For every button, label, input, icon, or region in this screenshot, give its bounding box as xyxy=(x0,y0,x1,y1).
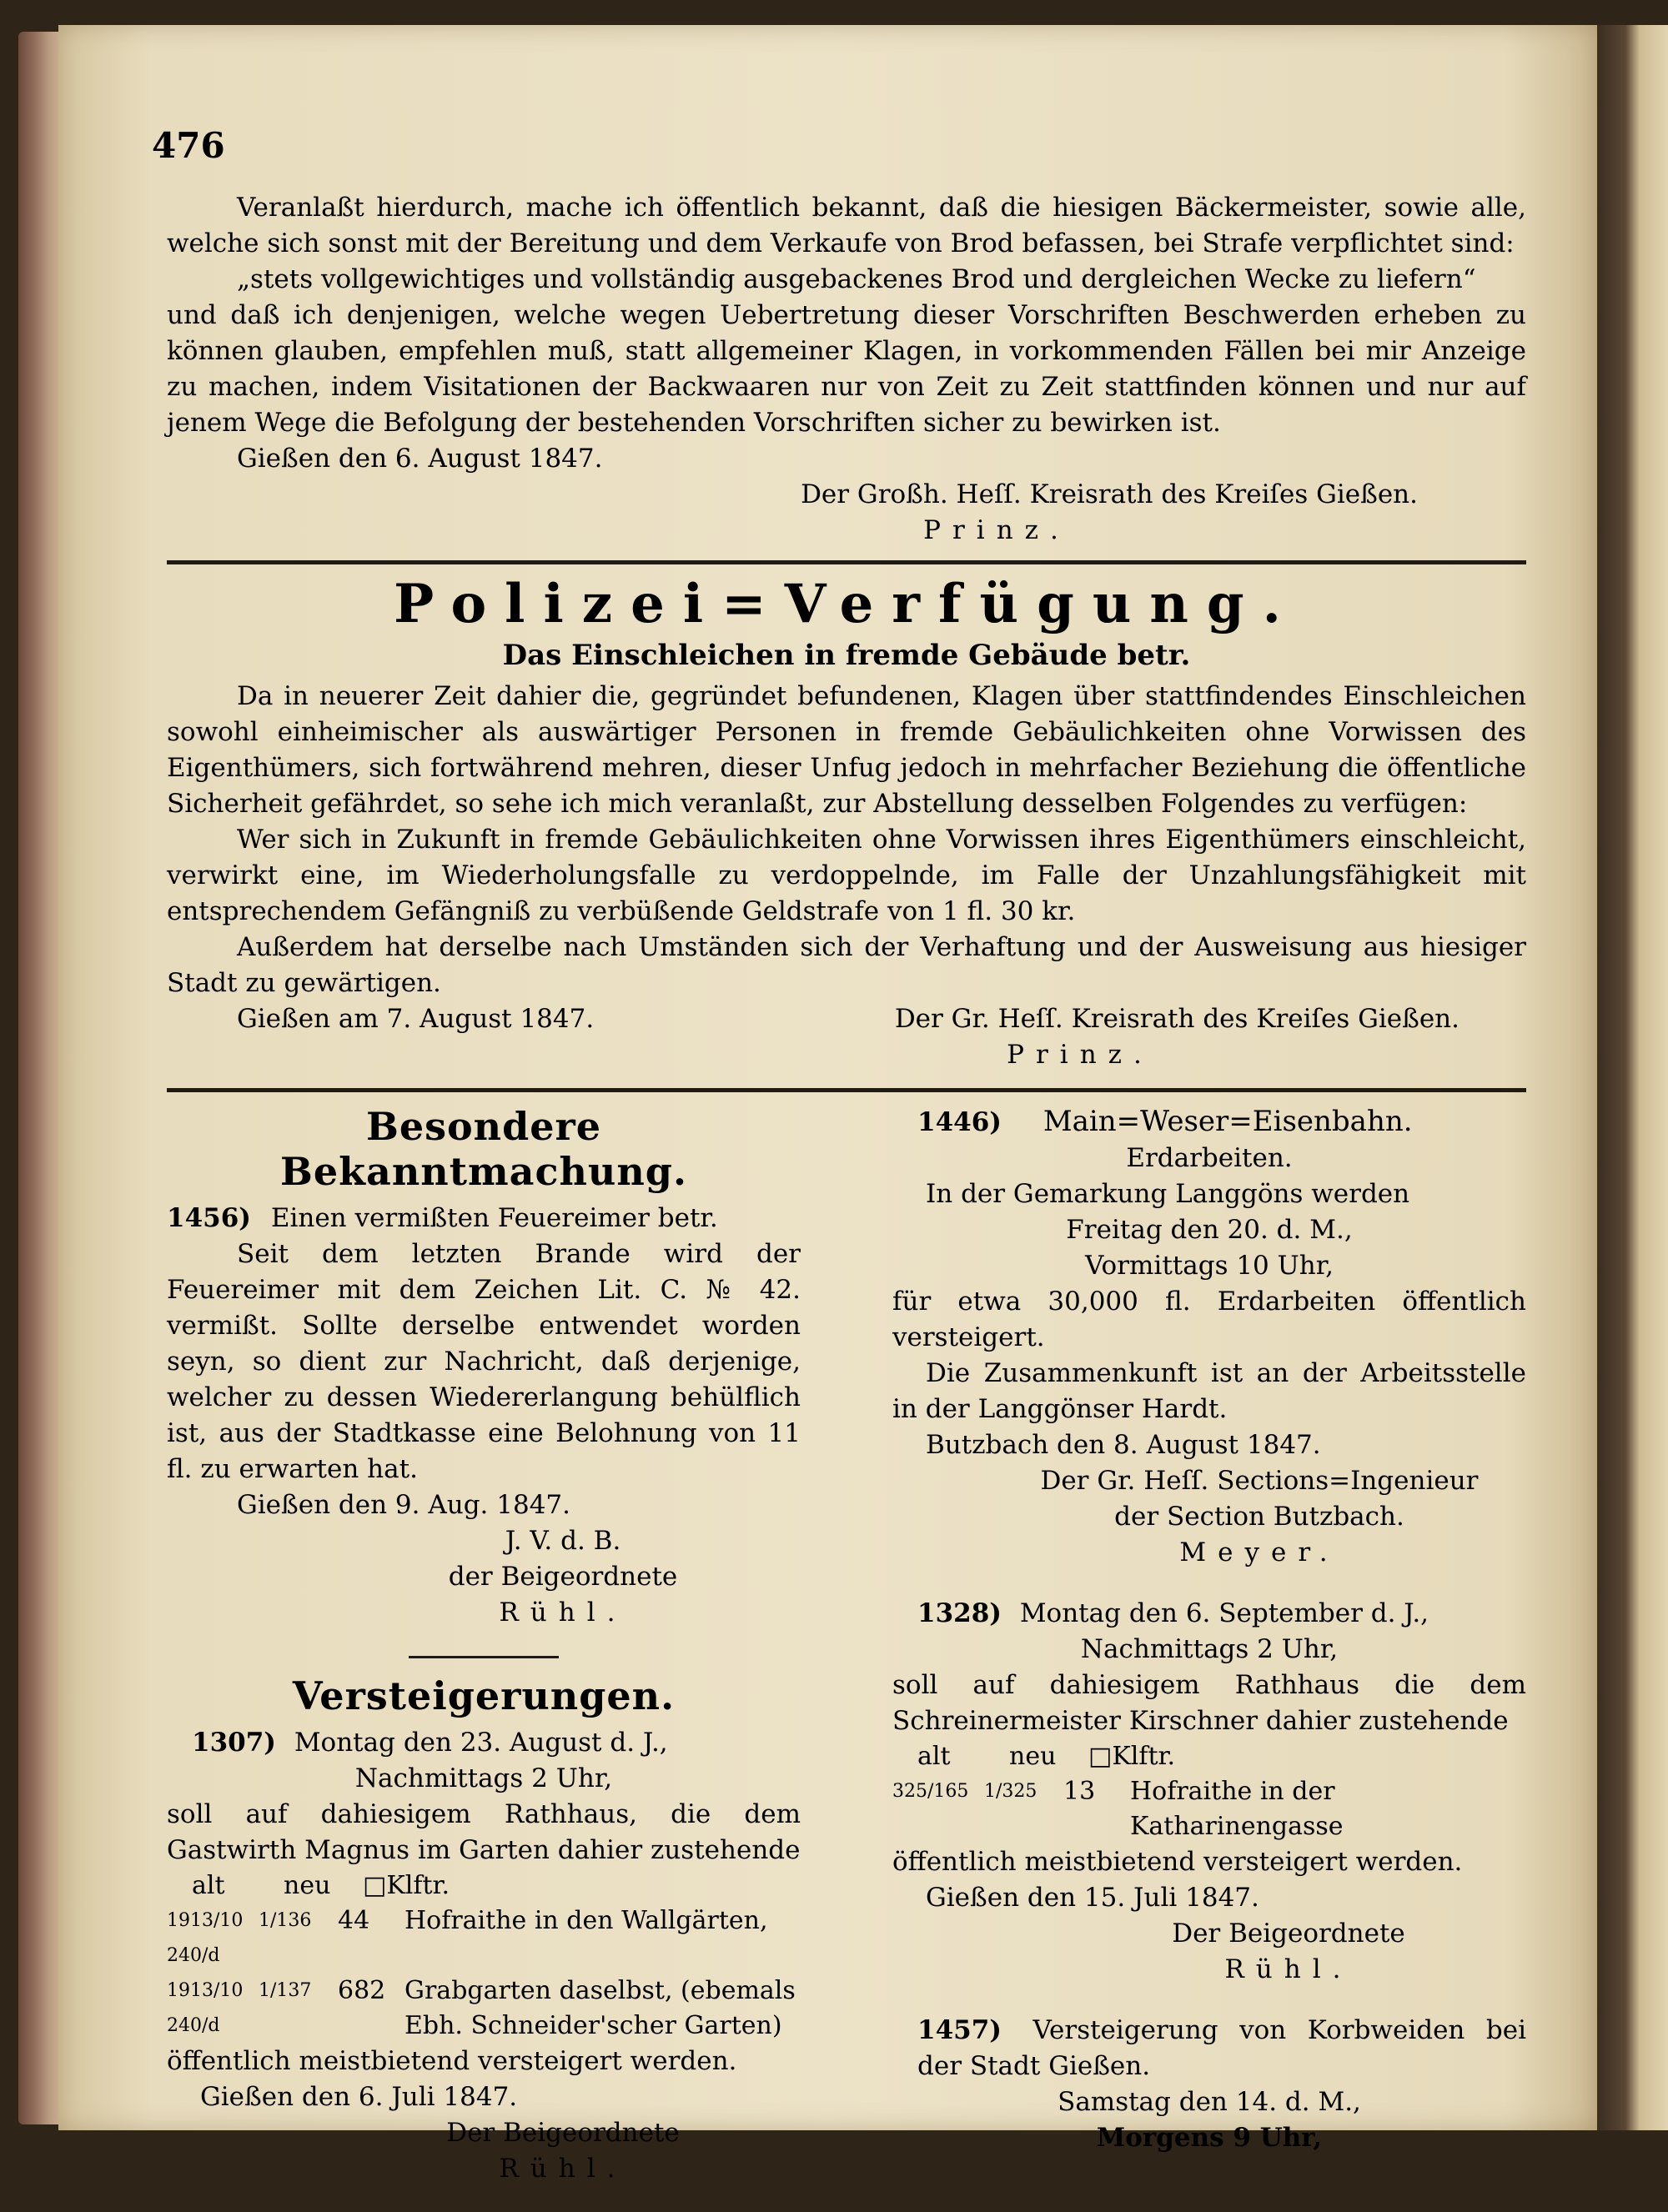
item-date-line: Montag den 6. September d. J., xyxy=(1019,1598,1429,1628)
col-klftr: □Klftr. xyxy=(1088,1742,1176,1771)
item-1446-sig3: Meyer. xyxy=(1179,1537,1339,1567)
notice2-paragraph-2: Wer sich in Zukunft in fremde Gebäulichkeiten ohne Vorwissen ihres Eigenthümers einschleicht, verwirkt eine, im Wiederholungsfalle zu verdoppelnde, im Falle der Unzahlungsfähigkeit mit entsprechendem Gefängniß zu verbüßende Geldstrafe von 1 fl. 30 kr. xyxy=(167,825,1526,926)
cell-desc: Hofraithe in der Katharinengasse xyxy=(1130,1777,1344,1841)
item-1456-sig2: der Beigeordnete xyxy=(448,1562,678,1592)
item-1328-line2: Nachmittags 2 Uhr, xyxy=(1080,1634,1339,1664)
item-1307-line1 xyxy=(167,1725,801,1761)
item-1456-sig1: J. V. d. B. xyxy=(505,1526,621,1556)
item-number: 1328) xyxy=(917,1598,1002,1628)
item-1307-line2: Nachmittags 2 Uhr, xyxy=(354,1763,613,1793)
notice1-quote: „stets vollgewichtiges und vollständig ausgebackenes Brod und dergleichen Wecke zu liefern“ xyxy=(237,264,1476,294)
item-1456-date: Gießen den 9. Aug. 1847. xyxy=(237,1490,570,1520)
item-1446-text1: für etwa 30,000 fl. Erdarbeiten öffentlich versteigert. xyxy=(892,1287,1526,1352)
divider-rule xyxy=(167,1088,1526,1092)
item-1446-date: Butzbach den 8. August 1847. xyxy=(926,1430,1321,1460)
cell-alt: 1913/10 240/d xyxy=(167,1910,244,1966)
auction-1307 xyxy=(167,1725,801,2187)
right-column xyxy=(892,1104,1526,2212)
col-neu: neu xyxy=(284,1871,331,1900)
item-1328-text: soll auf dahiesigem Rathhaus die dem Schreinermeister Kirschner dahier zustehende xyxy=(892,1670,1526,1736)
cell-klftr: 44 xyxy=(338,1906,370,1935)
notice1-signature: Prinz. xyxy=(923,515,1070,545)
section-title-special: Besondere Bekanntmachung. xyxy=(280,1104,687,1194)
table-row xyxy=(167,1904,801,1974)
item-1446-heading xyxy=(892,1104,1526,1141)
notice2-date: Gießen am 7. August 1847. xyxy=(237,1004,595,1034)
notice1-date: Gießen den 6. August 1847. xyxy=(237,444,603,474)
cell-neu: 1/325 xyxy=(984,1781,1037,1802)
item-1307-sig1: Der Beigeordnete xyxy=(446,2118,680,2148)
item-1456-text: Seit dem letzten Brande wird der Feuereimer mit dem Zeichen Lit. C. № 42. vermißt. Sollte derselbe entwendet worden seyn, so dient zur Nachricht, daß derjenige, welcher zu dessen Wiedererlangung behülflich ist, aus der Stadtkasse eine Belohnung von 11 fl. zu erwarten hat. xyxy=(167,1239,801,1484)
notice2-paragraph-3: Außerdem hat derselbe nach Umständen sich der Verhaftung und der Ausweisung aus hiesiger Stadt zu gewärtigen. xyxy=(167,932,1526,998)
cell-desc: Grabgarten daselbst, (ebemals Ebh. Schneider'scher Garten) xyxy=(404,1976,796,2040)
table-header xyxy=(892,1739,1526,1774)
short-divider xyxy=(409,1656,559,1658)
item-1457-line1: Samstag den 14. d. M., xyxy=(1058,2087,1361,2117)
announcement-1456 xyxy=(167,1201,801,1631)
notice1-authority: Der Großh. Heſſ. Kreisrath des Kreiſes Gießen. xyxy=(801,479,1418,509)
item-1446-line1: In der Gemarkung Langgöns werden xyxy=(926,1179,1410,1209)
item-1328-line1 xyxy=(892,1596,1526,1632)
notice2-paragraph-1: Da in neuerer Zeit dahier die, gegründet befundenen, Klagen über stattfindendes Einschleichen sowohl einheimischer als auswärtiger Personen in fremde Gebäulichkeiten ohne Vorwissen des Eigenthümers, sich fortwährend mehren, dieser Unfug jedoch in mehrfacher Beziehung die öffentliche Sicherheit gefährdet, so sehe ich mich veranlaßt, zur Abstellung desselben Folgendes zu verfügen: xyxy=(167,681,1526,819)
table-row xyxy=(167,1974,801,2044)
notice-bakers xyxy=(167,190,1526,549)
item-1456-sig3: Rühl. xyxy=(499,1598,627,1628)
notice1-paragraph-1: Veranlaßt hierdurch, mache ich öffentlich bekannt, daß die hiesigen Bäckermeister, sowie alle, welche sich sonst mit der Bereitung und dem Verkaufe von Brod befassen, bei Strafe verpflichtet sind: xyxy=(167,193,1526,258)
cell-klftr: 13 xyxy=(1063,1777,1096,1806)
item-1307-text: soll auf dahiesigem Rathhaus, die dem Gastwirth Magnus im Garten dahier zustehende xyxy=(167,1799,801,1865)
item-number: 1446) xyxy=(917,1107,1002,1137)
item-1328-closing: öffentlich meistbietend versteigert werden. xyxy=(892,1847,1463,1877)
item-1307-sig2: Rühl. xyxy=(499,2154,627,2184)
item-1328-sig1: Der Beigeordnete xyxy=(1172,1919,1405,1949)
divider-rule xyxy=(167,560,1526,564)
item-1457-line2: Morgens 9 Uhr, xyxy=(1096,2123,1323,2153)
item-number: 1307) xyxy=(192,1728,276,1758)
cell-alt: 1913/10 240/d xyxy=(167,1980,244,2036)
item-number: 1457) xyxy=(917,2015,1002,2045)
next-page-edge xyxy=(1597,25,1668,2130)
item-1307-closing: öffentlich meistbietend versteigert werden. xyxy=(167,2046,737,2076)
table-header xyxy=(167,1868,801,1904)
notice2-signature: Prinz. xyxy=(1007,1040,1153,1070)
item-number: 1456) xyxy=(167,1203,251,1233)
book-edge xyxy=(18,32,62,2124)
item-1456-heading xyxy=(167,1201,801,1236)
item-1328-date: Gießen den 15. Juli 1847. xyxy=(926,1883,1259,1913)
item-1446-text2: Die Zusammenkunft ist an der Arbeitsstelle in der Langgönser Hardt. xyxy=(892,1358,1526,1424)
notice-police-order xyxy=(167,573,1526,1073)
item-1328-sig2: Rühl. xyxy=(1224,1954,1353,1984)
item-1446-subheading: Erdarbeiten. xyxy=(1126,1143,1293,1173)
notice2-subtitle: Das Einschleichen in fremde Gebäude betr. xyxy=(502,639,1191,672)
cell-neu: 1/136 xyxy=(259,1910,312,1931)
item-1446-line2: Freitag den 20. d. M., xyxy=(1066,1215,1353,1245)
col-klftr: □Klftr. xyxy=(363,1871,450,1900)
page-number: 476 xyxy=(152,125,225,166)
cell-alt: 325/165 xyxy=(892,1781,969,1802)
announcement-1446 xyxy=(892,1104,1526,1571)
item-1446-line3: Vormittags 10 Uhr, xyxy=(1085,1251,1334,1281)
col-alt: alt xyxy=(192,1871,225,1900)
notice2-sign-row xyxy=(167,1001,1526,1037)
item-1446-sig2: der Section Butzbach. xyxy=(1114,1502,1404,1532)
cell-klftr: 682 xyxy=(338,1976,386,2005)
notice2-title: Polizei=Verfügung. xyxy=(394,573,1299,635)
cell-desc: Hofraithe in den Wallgärten, xyxy=(404,1906,768,1935)
item-1307-date: Gießen den 6. Juli 1847. xyxy=(200,2082,518,2112)
item-heading: Versteigerung von Korbweiden bei der Stadt Gießen. xyxy=(917,2015,1527,2081)
item-1446-sig1: Der Gr. Heſſ. Sections=Ingenieur xyxy=(1040,1466,1479,1496)
page-content xyxy=(167,190,1526,2212)
item-1457-heading xyxy=(892,2013,1526,2084)
item-heading: Main=Weser=Eisenbahn. xyxy=(1042,1105,1413,1138)
col-neu: neu xyxy=(1009,1742,1057,1771)
two-columns xyxy=(167,1104,1526,2212)
item-heading: Einen vermißten Feuereimer betr. xyxy=(270,1203,718,1233)
left-column xyxy=(167,1104,801,2212)
auction-1457 xyxy=(892,2013,1526,2156)
section-title-auctions: Versteigerungen. xyxy=(292,1673,676,1718)
cell-neu: 1/137 xyxy=(259,1980,312,2001)
col-alt: alt xyxy=(917,1742,951,1771)
item-date-line: Montag den 23. August d. J., xyxy=(294,1728,668,1758)
notice1-paragraph-2: und daß ich denjenigen, welche wegen Uebertretung dieser Vorschriften Beschwerden erheben zu können glauben, empfehlen muß, statt allgemeiner Klagen, in vorkommenden Fällen bei mir Anzeige zu machen, indem Visitationen der Backwaaren nur von Zeit zu Zeit stattfinden können und nur auf jenem Wege die Befolgung der bestehenden Vorschriften sicher zu bewirken ist. xyxy=(167,300,1526,438)
notice2-authority: Der Gr. Heſſ. Kreisrath des Kreiſes Gießen. xyxy=(894,1004,1460,1034)
auction-1328 xyxy=(892,1596,1526,1988)
table-row xyxy=(892,1774,1526,1844)
